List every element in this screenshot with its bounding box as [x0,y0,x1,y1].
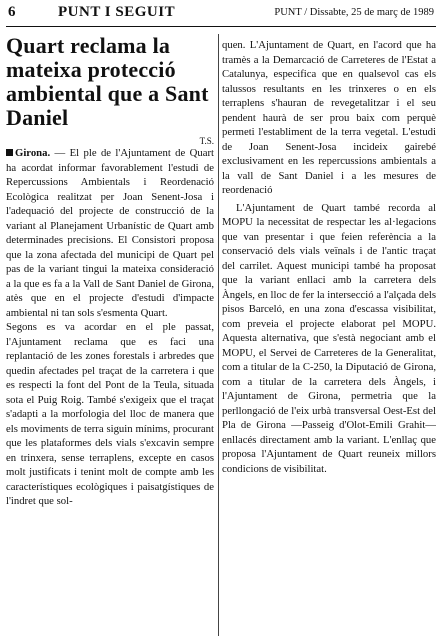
bullet-square-icon [6,149,13,156]
page-number: 6 [8,4,16,20]
paragraph-text: — El ple de l'Ajuntament de Quart ha acordat informar favorablement l'estudi de Repercussions Ambientals i Reordenació Ecològica realitzat per Joan Senent-Josa i l'adequació del projecte de construcció de la variant al Planejament Urbanístic de Quart amb determinades precisions. El Consistori proposa que la zona afectada del municipi de Quart pel pas de la variant tingui la mateixa consideració a la que es fa a la Vall de Sant Daniel de Girona, atès que en el projecte d'estudi d'impacte ambiental ni tan sols s'esmenta Quart. [6,147,214,319]
article-paragraph [6,146,214,320]
column-divider [218,34,219,636]
page-header [6,4,436,27]
section-title: PUNT I SEGUIT [58,4,176,20]
publication-dateline: PUNT / Dissabte, 25 de març de 1989 [274,7,434,18]
article-column-2 [222,38,436,476]
dateline-place: Girona. [15,147,51,159]
article-column-1 [6,34,214,509]
article-paragraph: quen. L'Ajuntament de Quart, en l'acord que ha tramès a la Demarcació de Carreteres de l'Estat a Catalunya, especifica que en qualsevol cas els talussos resultants en les trinxeres o en els terraplens s'hauran de revegetalitzar i el seu pendent haurà de ser prou baix com perquè permeti l'establiment de la terra vegetal. L'estudi de Joan Senent-Josa incideix gairebé exclusivament en les repercussions ambientals a la vall de Sant Daniel i a les mesures de reordenació [222,39,436,196]
article-paragraph: Segons es va acordar en el ple passat, l'Ajuntament reclama que es faci una replantació de les zones forestals i arbredes que quedin afectades pel traçat de la carretera i que es respecti la font del Pont de la Teula, situada sota el Puig Roig. També s'exigeix que el traçat s'adapti a la morfologia del lloc de manera que els moviments de terra siguin mínims, procurant que les plataformes dels vials s'excavin sempre en trinxera, sense terraplens, excepte en casos molt justificats i tenint molt de compte amb les característiques ecològiques i paisatgístiques de l'indret que sol- [6,321,214,507]
article-paragraph: L'Ajuntament de Quart també recorda al MOPU la necessitat de respectar les al·legacions que van presentar i que feien referència a la conservació dels vials veïnals i de l'antic traçat del carrilet. Aquest municipi també ha proposat que la variant enllaci amb la carretera dels Àngels, en lloc de fer la intersecció a l'alçada dels pisos Barceló, en una zona d'escassa visibilitat, com preveia el projecte elaborat pel MOPU. Aquesta alternativa, que s'està negociant amb el MOPU, el Servei de Carreteres de la Generalitat, com a titular de la C-250, la Diputació de Girona, com a titular de la carretera dels Àngels, i l'Ajuntament de Girona, permetria que la perllongació de l'eix urbà transversal Oest-Est del Pla de Girona —Passeig d'Olot-Emili Grahit— enllacés directament amb la variant. L'enllaç que proposa l'Ajuntament de Quart reuneix millors condicions de visibilitat. [222,201,436,475]
headline: Quart reclama la mateixa protecció ambiental que a Sant Daniel [6,33,209,130]
byline: T.S. [199,136,214,146]
